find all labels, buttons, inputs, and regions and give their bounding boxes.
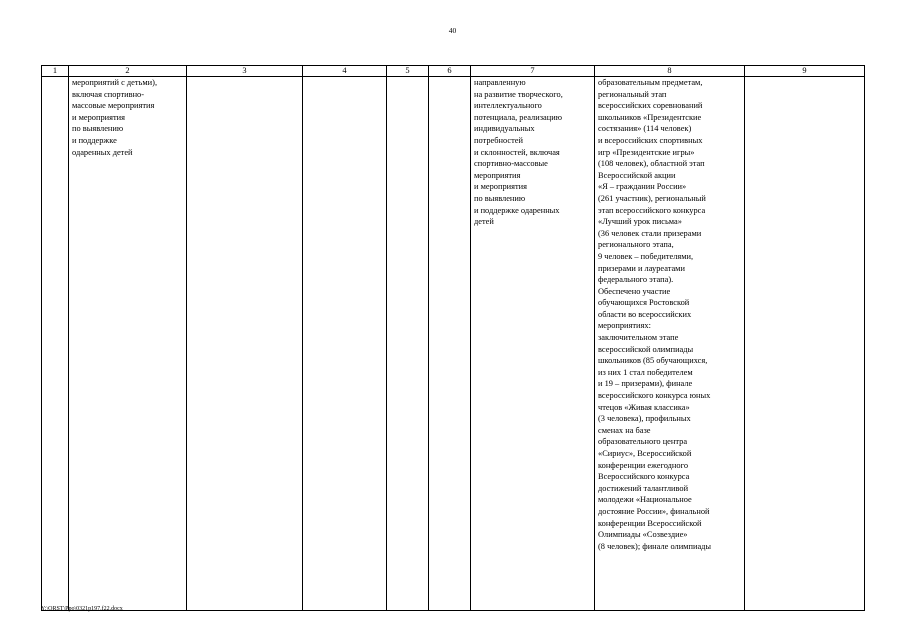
col8-line: игр «Президентские игры» — [598, 147, 695, 157]
col8-line: сменах на базе — [598, 425, 651, 435]
col8-line: (261 участник), региональный — [598, 193, 706, 203]
col8-line: всероссийских соревнований — [598, 101, 703, 111]
col7-line: мероприятия — [474, 170, 521, 180]
cell-col8 — [595, 77, 745, 611]
col7-line: по выявлению — [474, 193, 526, 203]
col7-line: потребностей — [474, 135, 523, 145]
col2-line: одаренных детей — [72, 147, 133, 157]
table-row — [42, 77, 865, 611]
col2-line: мероприятий с детьми), — [72, 78, 158, 87]
column-number-5: 5 — [387, 66, 429, 77]
col8-line: области во всероссийских — [598, 309, 692, 319]
col8-line: из них 1 стал победителем — [598, 367, 693, 377]
col8-line: Всероссийской акции — [598, 170, 676, 180]
column-number-4: 4 — [303, 66, 387, 77]
col7-line: на развитие творческого, — [474, 89, 563, 99]
col8-line: образовательного центра — [598, 437, 688, 447]
col8-line: 9 человек – победителями, — [598, 251, 694, 261]
col7-line: интеллектуального — [474, 101, 542, 111]
col7-line: и поддержке одаренных — [474, 205, 560, 215]
col8-line: конференции ежегодного — [598, 460, 689, 470]
col8-line: «Я – гражданин России» — [598, 182, 687, 192]
col7-line: индивидуальных — [474, 124, 535, 134]
col8-line: Обеспечено участие — [598, 286, 671, 296]
col8-line: (8 человек); финале олимпиады — [598, 541, 712, 551]
col8-line: достижений талантливой — [598, 483, 689, 493]
col8-line: Олимпиады «Созвездие» — [598, 530, 688, 540]
col8-line: и всероссийских спортивных — [598, 135, 703, 145]
col7-line: детей — [474, 217, 494, 227]
page-number: 40 — [448, 26, 457, 35]
column-number-1: 1 — [42, 66, 69, 77]
col7-line: и мероприятия — [474, 182, 527, 192]
col8-line: чтецов «Живая классика» — [598, 402, 690, 412]
column-number-8: 8 — [595, 66, 745, 77]
col8-line: и 19 – призерами), финале — [598, 379, 693, 389]
col8-line: регионального этапа, — [598, 240, 674, 250]
column-number-7: 7 — [471, 66, 595, 77]
col8-line: региональный этап — [598, 89, 667, 99]
col2-line: и поддержке — [72, 135, 117, 145]
col8-line: всероссийского конкурса юных — [598, 391, 711, 401]
table-header-row — [42, 66, 865, 77]
cell-col2 — [69, 77, 187, 611]
footer-file-path: Y:\ORST\Ppo\0321p197.f22.docx — [41, 606, 123, 612]
cell-col7 — [471, 77, 595, 611]
col2-line: по выявлению — [72, 124, 124, 134]
col8-line: всероссийской олимпиады — [598, 344, 694, 354]
cell-col3 — [187, 77, 303, 611]
col7-line: спортивно-массовые — [474, 159, 548, 169]
col2-line: массовые мероприятия — [72, 101, 155, 111]
col8-line: «Сириус», Всероссийской — [598, 449, 692, 458]
col8-line: школьников «Президентские — [598, 112, 702, 122]
col8-line: состязания» (114 человек) — [598, 124, 692, 134]
col8-line: (36 человек стали призерами — [598, 228, 702, 238]
col7-line: и склонностей, включая — [474, 147, 560, 157]
cell-col5 — [387, 77, 429, 611]
col8-line: (108 человек), областной этап — [598, 159, 705, 169]
col7-line: направленную — [474, 78, 526, 87]
cell-col6 — [429, 77, 471, 611]
col8-line: «Лучший урок письма» — [598, 217, 682, 227]
col8-line: достояние России», финальной — [598, 506, 710, 516]
col7-line: потенциала, реализацию — [474, 112, 562, 122]
col8-line: федерального этапа). — [598, 275, 674, 285]
column-number-3: 3 — [187, 66, 303, 77]
col8-line: этап всероссийского конкурса — [598, 205, 706, 215]
col8-line: заключительном этапе — [598, 333, 679, 343]
col8-line: призерами и лауреатами — [598, 263, 685, 273]
col8-line: конференции Всероссийской — [598, 518, 702, 528]
column-number-6: 6 — [429, 66, 471, 77]
col8-line: обучающихся Ростовской — [598, 298, 690, 308]
col2-line: и мероприятия — [72, 112, 125, 122]
column-number-2: 2 — [69, 66, 187, 77]
document-table — [41, 65, 865, 611]
cell-col9 — [745, 77, 865, 611]
col8-line: образовательным предметам, — [598, 78, 703, 87]
cell-col1 — [42, 77, 69, 611]
cell-col4 — [303, 77, 387, 611]
col2-line: включая спортивно- — [72, 89, 145, 99]
column-number-9: 9 — [745, 66, 865, 77]
col8-line: (3 человека), профильных — [598, 414, 691, 424]
col8-line: мероприятиях: — [598, 321, 651, 331]
col8-line: Всероссийского конкурса — [598, 472, 690, 482]
col8-line: школьников (85 обучающихся, — [598, 356, 708, 366]
col8-line: молодежи «Национальное — [598, 495, 692, 505]
